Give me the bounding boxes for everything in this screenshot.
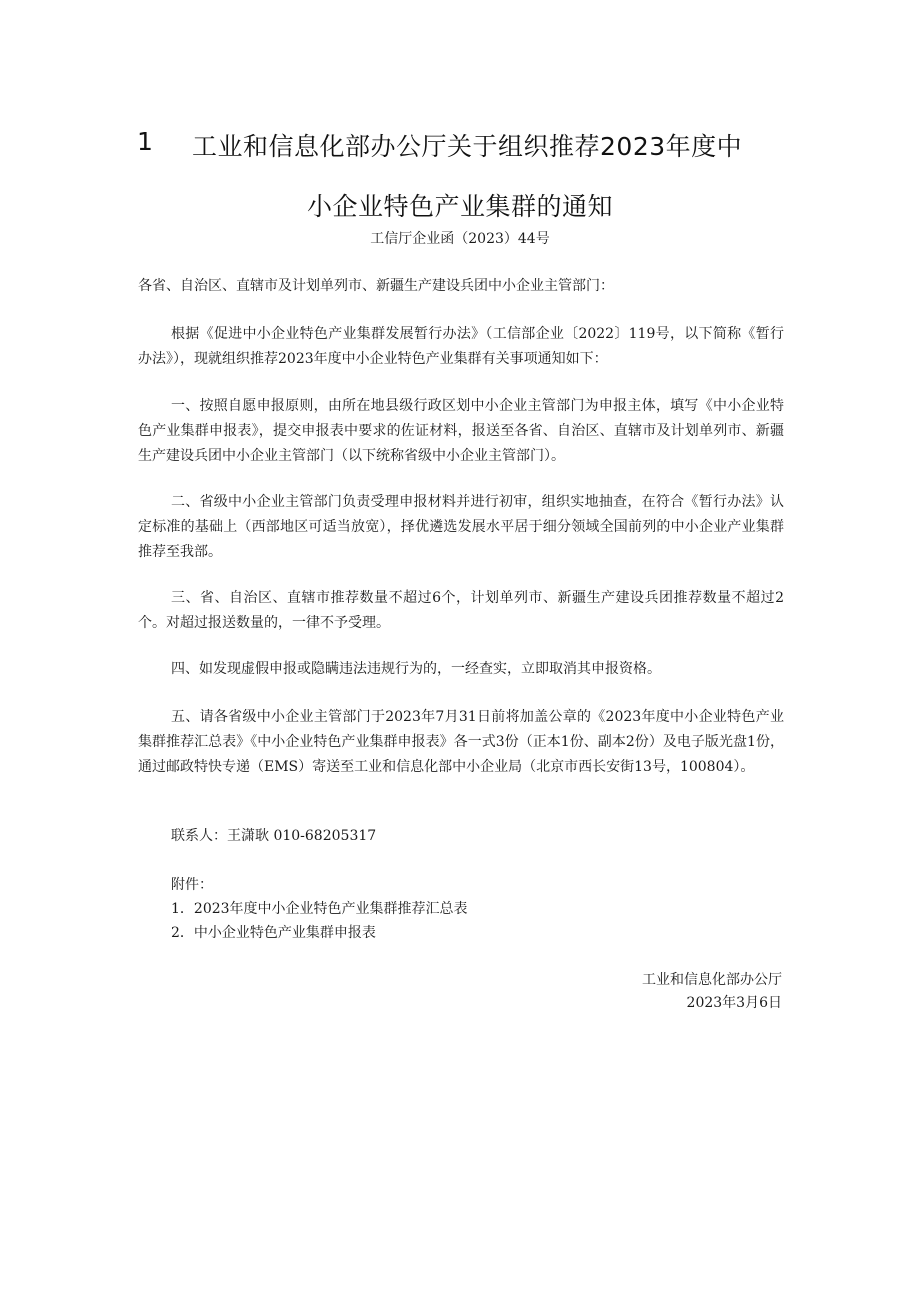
issue-date: 2023年3月6日 — [686, 995, 782, 1011]
attachment-item: 2．中小企业特色产业集群申报表 — [171, 925, 376, 941]
document-title-line2: 小企业特色产业集群的通知 — [306, 192, 613, 221]
paragraph-3: 三、省、自治区、直辖市推荐数量不超过6个，计划单列市、新疆生产建设兵团推荐数量不超过2个。对超过报送数量的，一律不予受理。 — [138, 590, 784, 631]
attachment-item: 1．2023年度中小企业特色产业集群推荐汇总表 — [171, 901, 468, 917]
contact-info: 联系人：王潇耿 010-68205317 — [171, 828, 377, 844]
document-number: 工信厅企业函（2023）44号 — [370, 231, 550, 247]
addressee: 各省、自治区、直辖市及计划单列市、新疆生产建设兵团中小企业主管部门： — [138, 278, 614, 294]
paragraph-intro: 根据《促进中小企业特色产业集群发展暂行办法》（工信部企业〔2022〕119号，以下简称《暂行办法》），现就组织推荐2023年度中小企业特色产业集群有关事项通知如下： — [138, 326, 784, 367]
attachments-label: 附件： — [171, 877, 213, 893]
paragraph-4: 四、如发现虚假申报或隐瞒违法违规行为的，一经查实，立即取消其申报资格。 — [171, 661, 661, 677]
title-text-line1: 工业和信息化部办公厅关于组织推荐2023年度中 — [192, 132, 743, 161]
issuer-name: 工业和信息化部办公厅 — [642, 972, 782, 988]
paragraph-1: 一、按照自愿申报原则，由所在地县级行政区划中小企业主管部门为申报主体，填写《中小企业特色产业集群申报表》，提交申报表中要求的佐证材料，报送至各省、自治区、直辖市及计划单列市、新疆生产建设兵团中小企业主管部门（以下统称省级中小企业主管部门）。 — [138, 398, 784, 464]
paragraph-2: 二、省级中小企业主管部门负责受理申报材料并进行初审，组织实地抽查，在符合《暂行办法》认定标准的基础上（西部地区可适当放宽），择优遴选发展水平居于细分领域全国前列的中小企业产业集群推荐至我部。 — [138, 494, 784, 560]
paragraph-5: 五、请各省级中小企业主管部门于2023年7月31日前将加盖公章的《2023年度中小企业特色产业集群推荐汇总表》《中小企业特色产业集群申报表》各一式3份（正本1份、副本2份）及电子版光盘1份，通过邮政特快专递（EMS）寄送至工业和信息化部中小企业局（北京市西长安街13号，100804）。 — [138, 709, 784, 775]
section-number: 1 — [137, 127, 154, 156]
